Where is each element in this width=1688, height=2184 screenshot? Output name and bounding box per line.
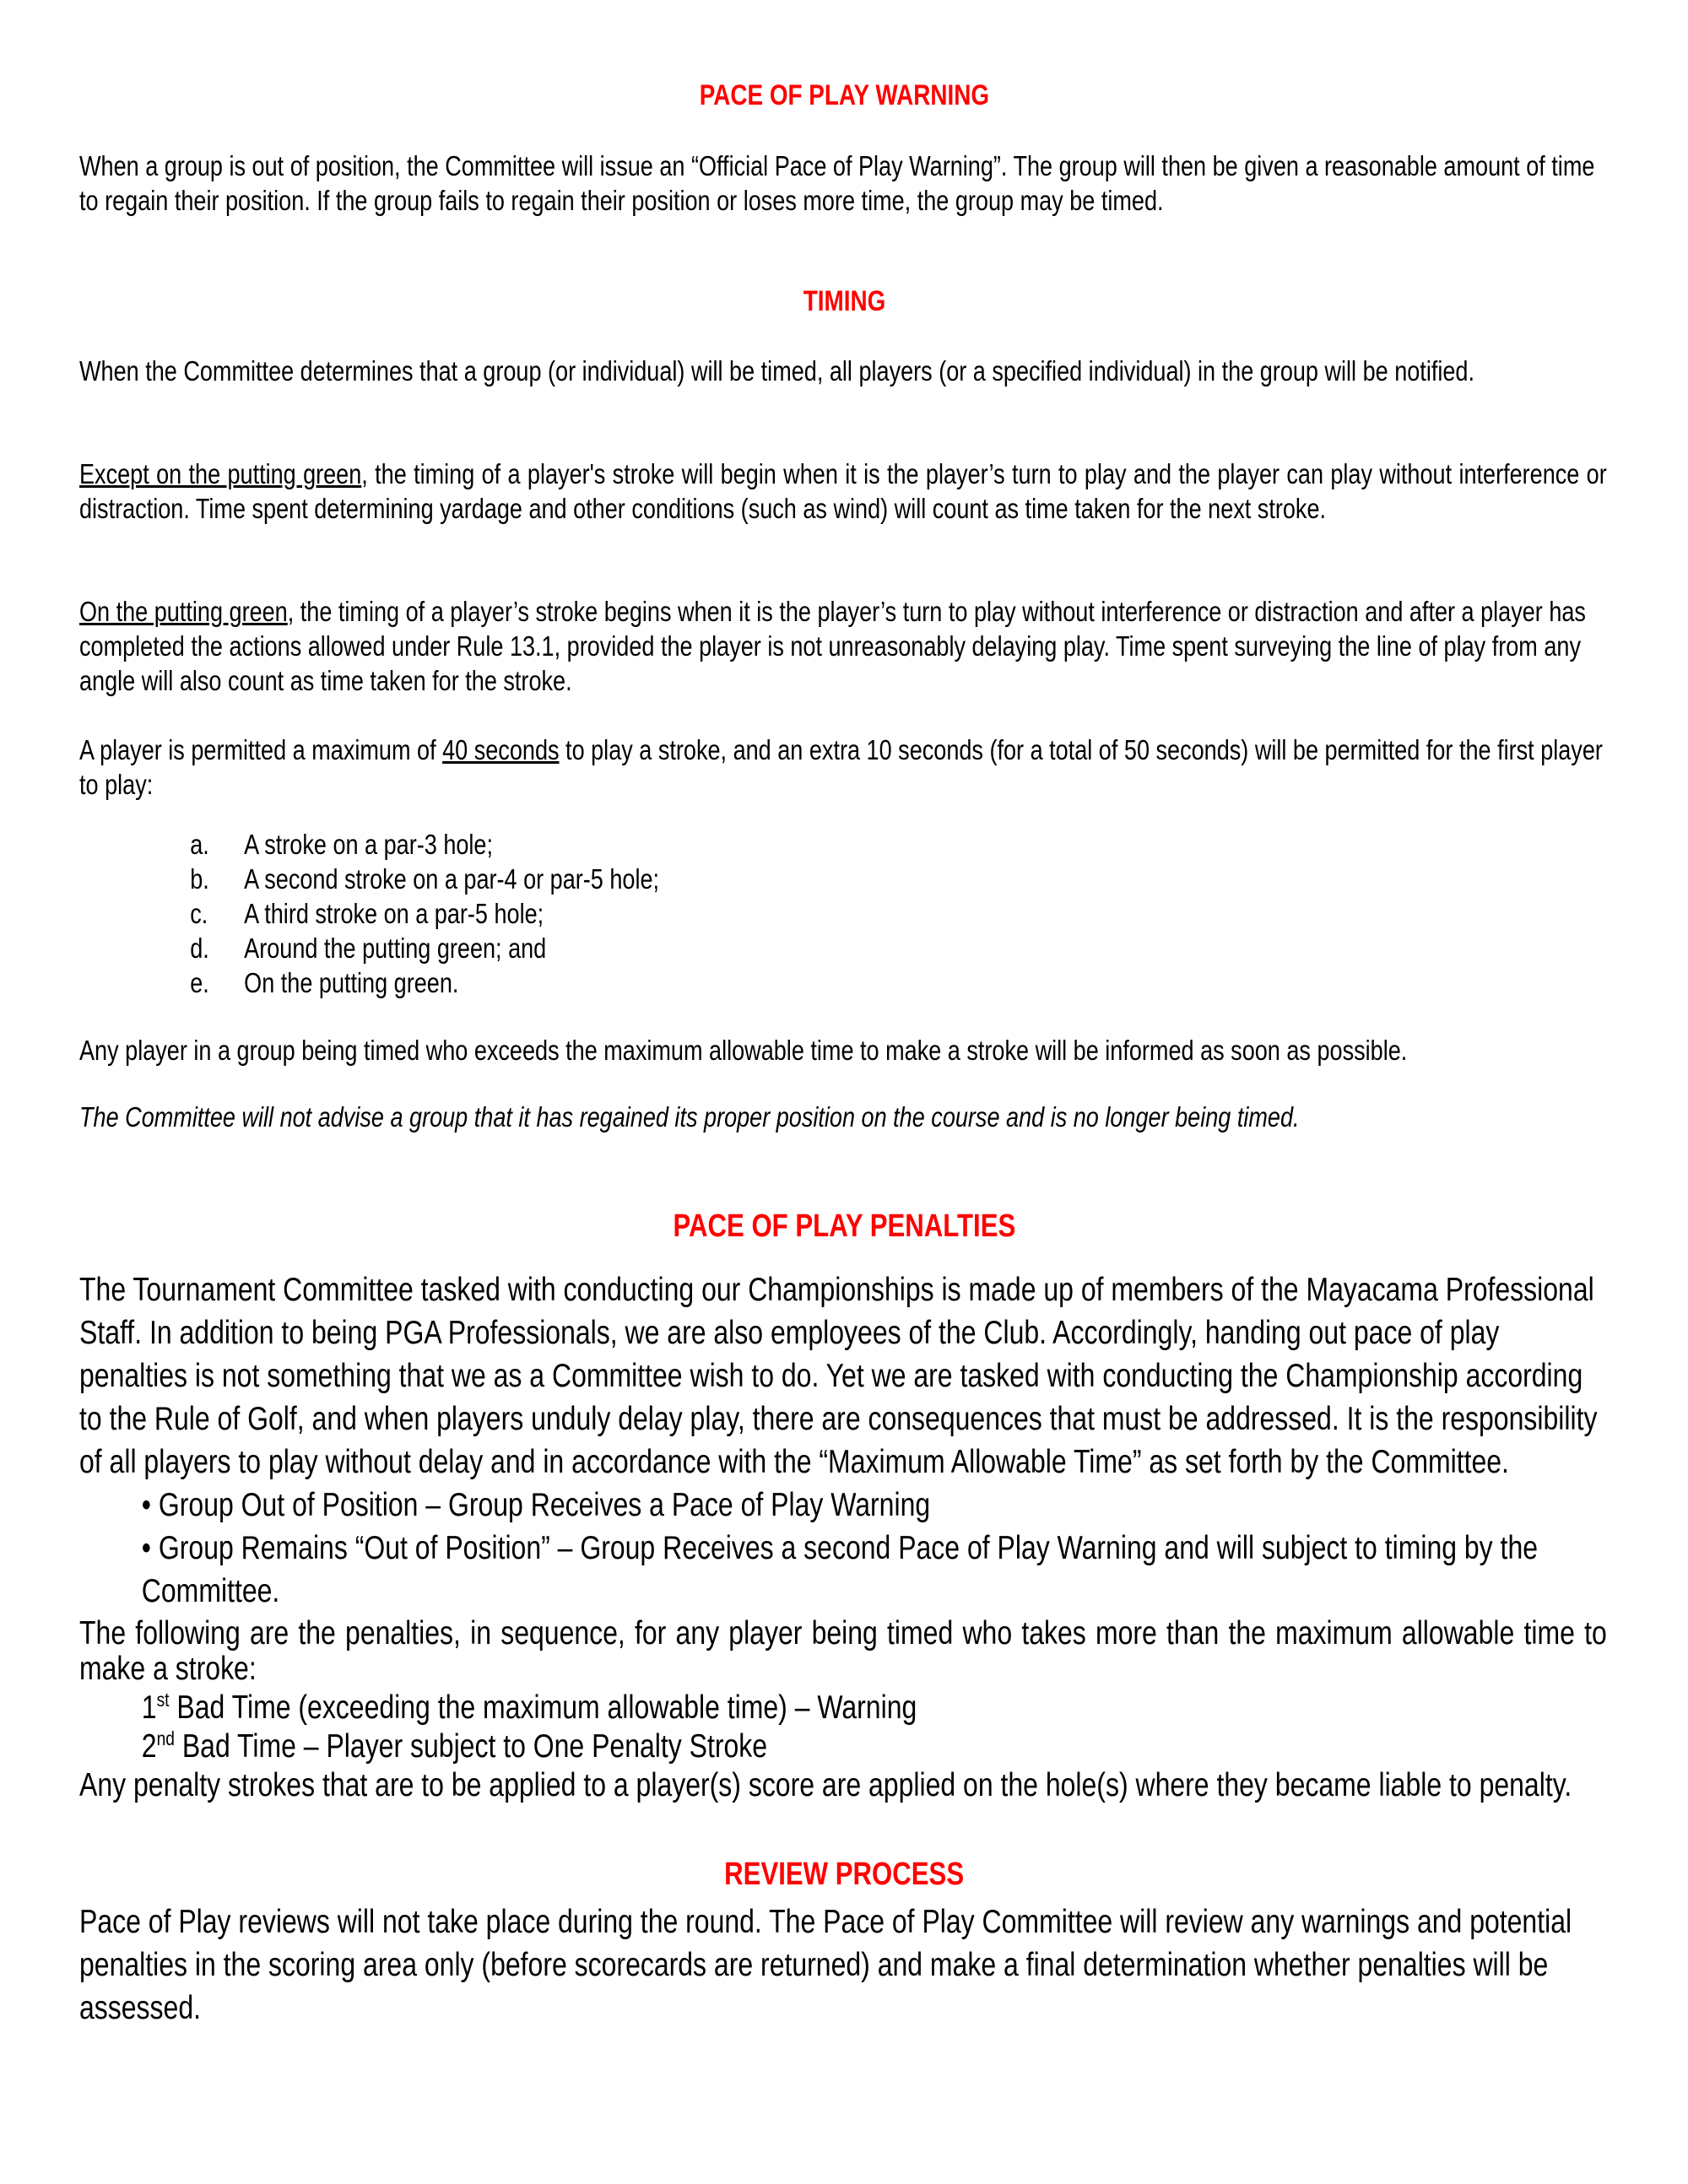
- timing-paragraph-2: Except on the putting green, the timing of a player's stroke will begin when it is the player’s turn to play and the player can play without interference or distraction. Time spent determining yardage and other conditions (such as wind) will count as time taken for the next stroke.: [79, 458, 1607, 524]
- penalties-final: Any penalty strokes that are to be applied to a player(s) score are applied on the hole(s) where they became liable to penalty.: [79, 1767, 1572, 1803]
- heading-review-process: REVIEW PROCESS: [724, 1857, 964, 1892]
- heading-pace-of-play-warning: PACE OF PLAY WARNING: [699, 79, 989, 111]
- heading-timing: TIMING: [803, 285, 885, 317]
- list-item: a. A stroke on a par-3 hole;: [190, 829, 494, 860]
- timing-paragraph-6: The Committee will not advise a group that it has regained its proper position on the course and is no longer being timed.: [79, 1101, 1300, 1133]
- heading-pace-of-play-penalties: PACE OF PLAY PENALTIES: [673, 1208, 1015, 1244]
- review-paragraph: Pace of Play reviews will not take place during the round. The Pace of Play Committee will review any warnings and potential penalties in the scoring area only (before scorecards are returned) and make a final determination whether penalties will be assessed.: [79, 1904, 1572, 2026]
- penalties-paragraph: The Tournament Committee tasked with conducting our Championships is made up of members of the Mayacama Professional Staff. In addition to being PGA Professionals, we are also employees of the Club. Accordingly, handing out pace of play penalties is not something that we as a Committee wish to do. Yet we are tasked with conducting the Championship according to the Rule of Golf, and when players unduly delay play, there are consequences that must be addressed. It is the responsibility of all players to play without delay and in accordance with the “Maximum Allowable Time” as set forth by the Committee.: [79, 1272, 1598, 1480]
- bad-time-2: 2nd Bad Time – Player subject to One Penalty Stroke: [141, 1727, 768, 1765]
- list-item: d. Around the putting green; and: [190, 933, 547, 964]
- timing-list: [79, 827, 1607, 1000]
- bullet-item: • Group Remains “Out of Position” – Group Receives a second Pace of Play Warning and will subject to timing by the Committee.: [141, 1530, 1539, 1609]
- timing-paragraph-3: On the putting green, the timing of a player’s stroke begins when it is the player’s turn to play without interference or distraction and after a player has completed the actions allowed under Rule 13.1, provided the player is not unreasonably delaying play. Time spent surveying the line of play from any angle will also count as time taken for the stroke.: [79, 596, 1586, 696]
- warning-paragraph: When a group is out of position, the Committee will issue an “Official Pace of Play Warning”. The group will then be given a reasonable amount of time to regain their position. If the group fails to regain their position or loses more time, the group may be timed.: [79, 150, 1595, 216]
- list-item: b. A second stroke on a par-4 or par-5 hole;: [190, 863, 660, 895]
- list-item: e. On the putting green.: [190, 967, 459, 998]
- bad-time-1: 1st Bad Time (exceeding the maximum allowable time) – Warning: [141, 1689, 917, 1726]
- timing-paragraph-4: A player is permitted a maximum of 40 seconds to play a stroke, and an extra 10 seconds (for a total of 50 seconds) will be permitted for the first player to play:: [79, 734, 1603, 800]
- timing-paragraph-1: When the Committee determines that a group (or individual) will be timed, all players (or a specified individual) in the group will be notified.: [79, 355, 1474, 387]
- bullet-item: • Group Out of Position – Group Receives a Pace of Play Warning: [141, 1487, 931, 1523]
- list-item: c. A third stroke on a par-5 hole;: [190, 898, 544, 929]
- penalties-following: The following are the penalties, in sequence, for any player being timed who takes more than the maximum allowable time to make a stroke:: [79, 1615, 1607, 1687]
- penalties-section: [79, 1268, 1607, 1805]
- timing-paragraph-5: Any player in a group being timed who exceeds the maximum allowable time to make a stroke will be informed as soon as possible.: [79, 1035, 1408, 1066]
